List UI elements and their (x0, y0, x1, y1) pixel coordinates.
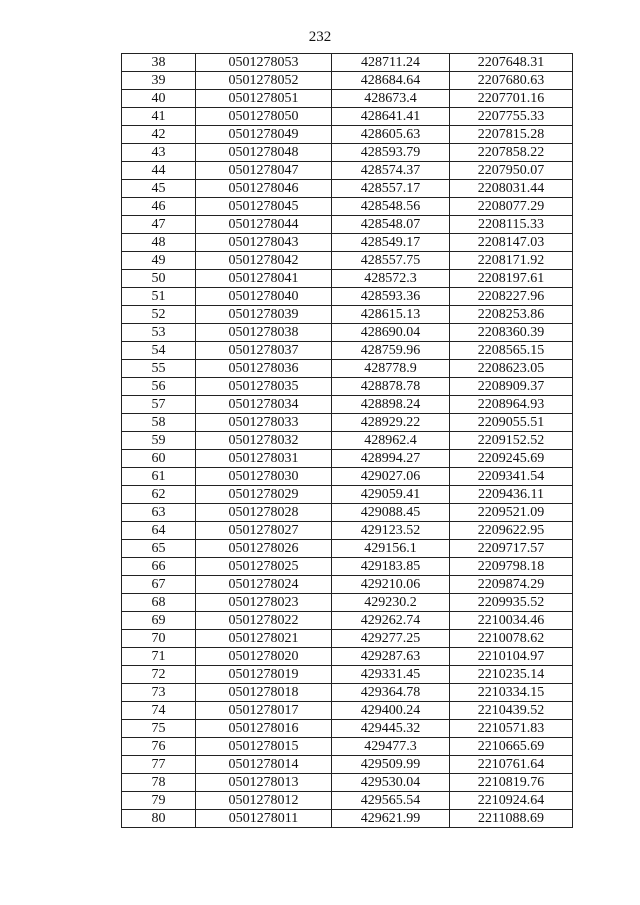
x-coordinate-cell: 428759.96 (332, 342, 450, 360)
x-coordinate-cell: 429477.3 (332, 738, 450, 756)
cadastral-number-cell: 0501278040 (196, 288, 332, 306)
cadastral-number-cell: 0501278034 (196, 396, 332, 414)
y-coordinate-cell: 2210665.69 (450, 738, 573, 756)
x-coordinate-cell: 428684.64 (332, 72, 450, 90)
cadastral-number-cell: 0501278022 (196, 612, 332, 630)
cadastral-number-cell: 0501278045 (196, 198, 332, 216)
table-row (122, 630, 573, 648)
table-row (122, 648, 573, 666)
cadastral-number-cell: 0501278050 (196, 108, 332, 126)
table-row (122, 198, 573, 216)
cadastral-number-cell: 0501278019 (196, 666, 332, 684)
row-number-cell: 76 (122, 738, 196, 756)
cadastral-number-cell: 0501278046 (196, 180, 332, 198)
x-coordinate-cell: 429088.45 (332, 504, 450, 522)
table-row (122, 540, 573, 558)
x-coordinate-cell: 429059.41 (332, 486, 450, 504)
x-coordinate-cell: 428557.17 (332, 180, 450, 198)
x-coordinate-cell: 429287.63 (332, 648, 450, 666)
y-coordinate-cell: 2210104.97 (450, 648, 573, 666)
x-coordinate-cell: 429364.78 (332, 684, 450, 702)
table-row (122, 612, 573, 630)
table-row (122, 684, 573, 702)
x-coordinate-cell: 428548.56 (332, 198, 450, 216)
x-coordinate-cell: 428574.37 (332, 162, 450, 180)
coordinates-table (121, 53, 573, 828)
y-coordinate-cell: 2208623.05 (450, 360, 573, 378)
x-coordinate-cell: 428878.78 (332, 378, 450, 396)
y-coordinate-cell: 2208031.44 (450, 180, 573, 198)
cadastral-number-cell: 0501278020 (196, 648, 332, 666)
y-coordinate-cell: 2210334.15 (450, 684, 573, 702)
row-number-cell: 64 (122, 522, 196, 540)
y-coordinate-cell: 2207858.22 (450, 144, 573, 162)
y-coordinate-cell: 2208360.39 (450, 324, 573, 342)
y-coordinate-cell: 2209717.57 (450, 540, 573, 558)
row-number-cell: 63 (122, 504, 196, 522)
table-row (122, 360, 573, 378)
cadastral-number-cell: 0501278035 (196, 378, 332, 396)
y-coordinate-cell: 2207815.28 (450, 126, 573, 144)
table-row (122, 738, 573, 756)
x-coordinate-cell: 429230.2 (332, 594, 450, 612)
row-number-cell: 38 (122, 54, 196, 72)
row-number-cell: 54 (122, 342, 196, 360)
table-row (122, 234, 573, 252)
table-row (122, 414, 573, 432)
row-number-cell: 72 (122, 666, 196, 684)
y-coordinate-cell: 2208115.33 (450, 216, 573, 234)
x-coordinate-cell: 429400.24 (332, 702, 450, 720)
y-coordinate-cell: 2208227.96 (450, 288, 573, 306)
cadastral-number-cell: 0501278051 (196, 90, 332, 108)
table-row (122, 432, 573, 450)
table-row (122, 720, 573, 738)
cadastral-number-cell: 0501278033 (196, 414, 332, 432)
table-body (122, 54, 573, 828)
row-number-cell: 59 (122, 432, 196, 450)
y-coordinate-cell: 2207950.07 (450, 162, 573, 180)
y-coordinate-cell: 2209798.18 (450, 558, 573, 576)
y-coordinate-cell: 2208909.37 (450, 378, 573, 396)
cadastral-number-cell: 0501278025 (196, 558, 332, 576)
table-row (122, 810, 573, 828)
y-coordinate-cell: 2210439.52 (450, 702, 573, 720)
table-row (122, 378, 573, 396)
table-row (122, 396, 573, 414)
table-row (122, 180, 573, 198)
x-coordinate-cell: 428994.27 (332, 450, 450, 468)
row-number-cell: 51 (122, 288, 196, 306)
y-coordinate-cell: 2208147.03 (450, 234, 573, 252)
y-coordinate-cell: 2210034.46 (450, 612, 573, 630)
x-coordinate-cell: 428673.4 (332, 90, 450, 108)
x-coordinate-cell: 428572.3 (332, 270, 450, 288)
y-coordinate-cell: 2209152.52 (450, 432, 573, 450)
y-coordinate-cell: 2210761.64 (450, 756, 573, 774)
x-coordinate-cell: 428711.24 (332, 54, 450, 72)
x-coordinate-cell: 429210.06 (332, 576, 450, 594)
table-row (122, 666, 573, 684)
x-coordinate-cell: 429123.52 (332, 522, 450, 540)
x-coordinate-cell: 429445.32 (332, 720, 450, 738)
row-number-cell: 61 (122, 468, 196, 486)
cadastral-number-cell: 0501278017 (196, 702, 332, 720)
table-row (122, 576, 573, 594)
table-row (122, 702, 573, 720)
cadastral-number-cell: 0501278029 (196, 486, 332, 504)
x-coordinate-cell: 429621.99 (332, 810, 450, 828)
cadastral-number-cell: 0501278026 (196, 540, 332, 558)
cadastral-number-cell: 0501278027 (196, 522, 332, 540)
x-coordinate-cell: 428898.24 (332, 396, 450, 414)
cadastral-number-cell: 0501278024 (196, 576, 332, 594)
row-number-cell: 65 (122, 540, 196, 558)
y-coordinate-cell: 2208964.93 (450, 396, 573, 414)
cadastral-number-cell: 0501278012 (196, 792, 332, 810)
row-number-cell: 48 (122, 234, 196, 252)
cadastral-number-cell: 0501278011 (196, 810, 332, 828)
table-row (122, 270, 573, 288)
row-number-cell: 78 (122, 774, 196, 792)
cadastral-number-cell: 0501278039 (196, 306, 332, 324)
x-coordinate-cell: 428962.4 (332, 432, 450, 450)
row-number-cell: 74 (122, 702, 196, 720)
table-row (122, 54, 573, 72)
table-row (122, 252, 573, 270)
row-number-cell: 75 (122, 720, 196, 738)
row-number-cell: 62 (122, 486, 196, 504)
cadastral-number-cell: 0501278049 (196, 126, 332, 144)
row-number-cell: 46 (122, 198, 196, 216)
table-row (122, 792, 573, 810)
y-coordinate-cell: 2207755.33 (450, 108, 573, 126)
y-coordinate-cell: 2208253.86 (450, 306, 573, 324)
table-row (122, 306, 573, 324)
row-number-cell: 69 (122, 612, 196, 630)
cadastral-number-cell: 0501278013 (196, 774, 332, 792)
y-coordinate-cell: 2210235.14 (450, 666, 573, 684)
y-coordinate-cell: 2208197.61 (450, 270, 573, 288)
table-row (122, 126, 573, 144)
cadastral-number-cell: 0501278016 (196, 720, 332, 738)
table-row (122, 342, 573, 360)
cadastral-number-cell: 0501278036 (196, 360, 332, 378)
table-row (122, 144, 573, 162)
x-coordinate-cell: 428929.22 (332, 414, 450, 432)
table-row (122, 72, 573, 90)
cadastral-number-cell: 0501278023 (196, 594, 332, 612)
row-number-cell: 71 (122, 648, 196, 666)
row-number-cell: 60 (122, 450, 196, 468)
y-coordinate-cell: 2210078.62 (450, 630, 573, 648)
row-number-cell: 39 (122, 72, 196, 90)
x-coordinate-cell: 428549.17 (332, 234, 450, 252)
x-coordinate-cell: 429027.06 (332, 468, 450, 486)
y-coordinate-cell: 2209935.52 (450, 594, 573, 612)
row-number-cell: 70 (122, 630, 196, 648)
table-row (122, 468, 573, 486)
row-number-cell: 40 (122, 90, 196, 108)
row-number-cell: 47 (122, 216, 196, 234)
table-row (122, 486, 573, 504)
table-row (122, 558, 573, 576)
table-row (122, 504, 573, 522)
table-row (122, 450, 573, 468)
cadastral-number-cell: 0501278042 (196, 252, 332, 270)
y-coordinate-cell: 2208565.15 (450, 342, 573, 360)
row-number-cell: 73 (122, 684, 196, 702)
y-coordinate-cell: 2209055.51 (450, 414, 573, 432)
x-coordinate-cell: 429277.25 (332, 630, 450, 648)
y-coordinate-cell: 2209622.95 (450, 522, 573, 540)
row-number-cell: 49 (122, 252, 196, 270)
cadastral-number-cell: 0501278018 (196, 684, 332, 702)
row-number-cell: 77 (122, 756, 196, 774)
x-coordinate-cell: 428548.07 (332, 216, 450, 234)
row-number-cell: 56 (122, 378, 196, 396)
y-coordinate-cell: 2210819.76 (450, 774, 573, 792)
row-number-cell: 58 (122, 414, 196, 432)
y-coordinate-cell: 2207680.63 (450, 72, 573, 90)
cadastral-number-cell: 0501278044 (196, 216, 332, 234)
y-coordinate-cell: 2210571.83 (450, 720, 573, 738)
row-number-cell: 50 (122, 270, 196, 288)
row-number-cell: 67 (122, 576, 196, 594)
cadastral-number-cell: 0501278015 (196, 738, 332, 756)
y-coordinate-cell: 2207701.16 (450, 90, 573, 108)
row-number-cell: 79 (122, 792, 196, 810)
table-row (122, 162, 573, 180)
x-coordinate-cell: 429156.1 (332, 540, 450, 558)
x-coordinate-cell: 428615.13 (332, 306, 450, 324)
table-row (122, 90, 573, 108)
x-coordinate-cell: 429331.45 (332, 666, 450, 684)
cadastral-number-cell: 0501278052 (196, 72, 332, 90)
y-coordinate-cell: 2210924.64 (450, 792, 573, 810)
cadastral-number-cell: 0501278047 (196, 162, 332, 180)
table-row (122, 216, 573, 234)
y-coordinate-cell: 2207648.31 (450, 54, 573, 72)
x-coordinate-cell: 429530.04 (332, 774, 450, 792)
x-coordinate-cell: 429509.99 (332, 756, 450, 774)
cadastral-number-cell: 0501278048 (196, 144, 332, 162)
row-number-cell: 43 (122, 144, 196, 162)
y-coordinate-cell: 2209436.11 (450, 486, 573, 504)
x-coordinate-cell: 429565.54 (332, 792, 450, 810)
cadastral-number-cell: 0501278043 (196, 234, 332, 252)
table-row (122, 324, 573, 342)
row-number-cell: 44 (122, 162, 196, 180)
row-number-cell: 45 (122, 180, 196, 198)
y-coordinate-cell: 2208077.29 (450, 198, 573, 216)
cadastral-number-cell: 0501278028 (196, 504, 332, 522)
y-coordinate-cell: 2209521.09 (450, 504, 573, 522)
cadastral-number-cell: 0501278032 (196, 432, 332, 450)
y-coordinate-cell: 2211088.69 (450, 810, 573, 828)
y-coordinate-cell: 2209245.69 (450, 450, 573, 468)
cadastral-number-cell: 0501278031 (196, 450, 332, 468)
y-coordinate-cell: 2208171.92 (450, 252, 573, 270)
table-row (122, 756, 573, 774)
x-coordinate-cell: 428593.36 (332, 288, 450, 306)
y-coordinate-cell: 2209874.29 (450, 576, 573, 594)
row-number-cell: 80 (122, 810, 196, 828)
row-number-cell: 41 (122, 108, 196, 126)
x-coordinate-cell: 428593.79 (332, 144, 450, 162)
x-coordinate-cell: 428605.63 (332, 126, 450, 144)
row-number-cell: 55 (122, 360, 196, 378)
table-row (122, 594, 573, 612)
x-coordinate-cell: 428690.04 (332, 324, 450, 342)
row-number-cell: 42 (122, 126, 196, 144)
x-coordinate-cell: 429183.85 (332, 558, 450, 576)
x-coordinate-cell: 428641.41 (332, 108, 450, 126)
cadastral-number-cell: 0501278021 (196, 630, 332, 648)
table-row (122, 288, 573, 306)
table-row (122, 108, 573, 126)
page-number: 232 (308, 29, 332, 45)
cadastral-number-cell: 0501278041 (196, 270, 332, 288)
table-row (122, 522, 573, 540)
cadastral-number-cell: 0501278014 (196, 756, 332, 774)
y-coordinate-cell: 2209341.54 (450, 468, 573, 486)
row-number-cell: 53 (122, 324, 196, 342)
row-number-cell: 68 (122, 594, 196, 612)
x-coordinate-cell: 429262.74 (332, 612, 450, 630)
cadastral-number-cell: 0501278038 (196, 324, 332, 342)
cadastral-number-cell: 0501278053 (196, 54, 332, 72)
row-number-cell: 57 (122, 396, 196, 414)
row-number-cell: 52 (122, 306, 196, 324)
x-coordinate-cell: 428557.75 (332, 252, 450, 270)
row-number-cell: 66 (122, 558, 196, 576)
cadastral-number-cell: 0501278037 (196, 342, 332, 360)
x-coordinate-cell: 428778.9 (332, 360, 450, 378)
cadastral-number-cell: 0501278030 (196, 468, 332, 486)
table-row (122, 774, 573, 792)
